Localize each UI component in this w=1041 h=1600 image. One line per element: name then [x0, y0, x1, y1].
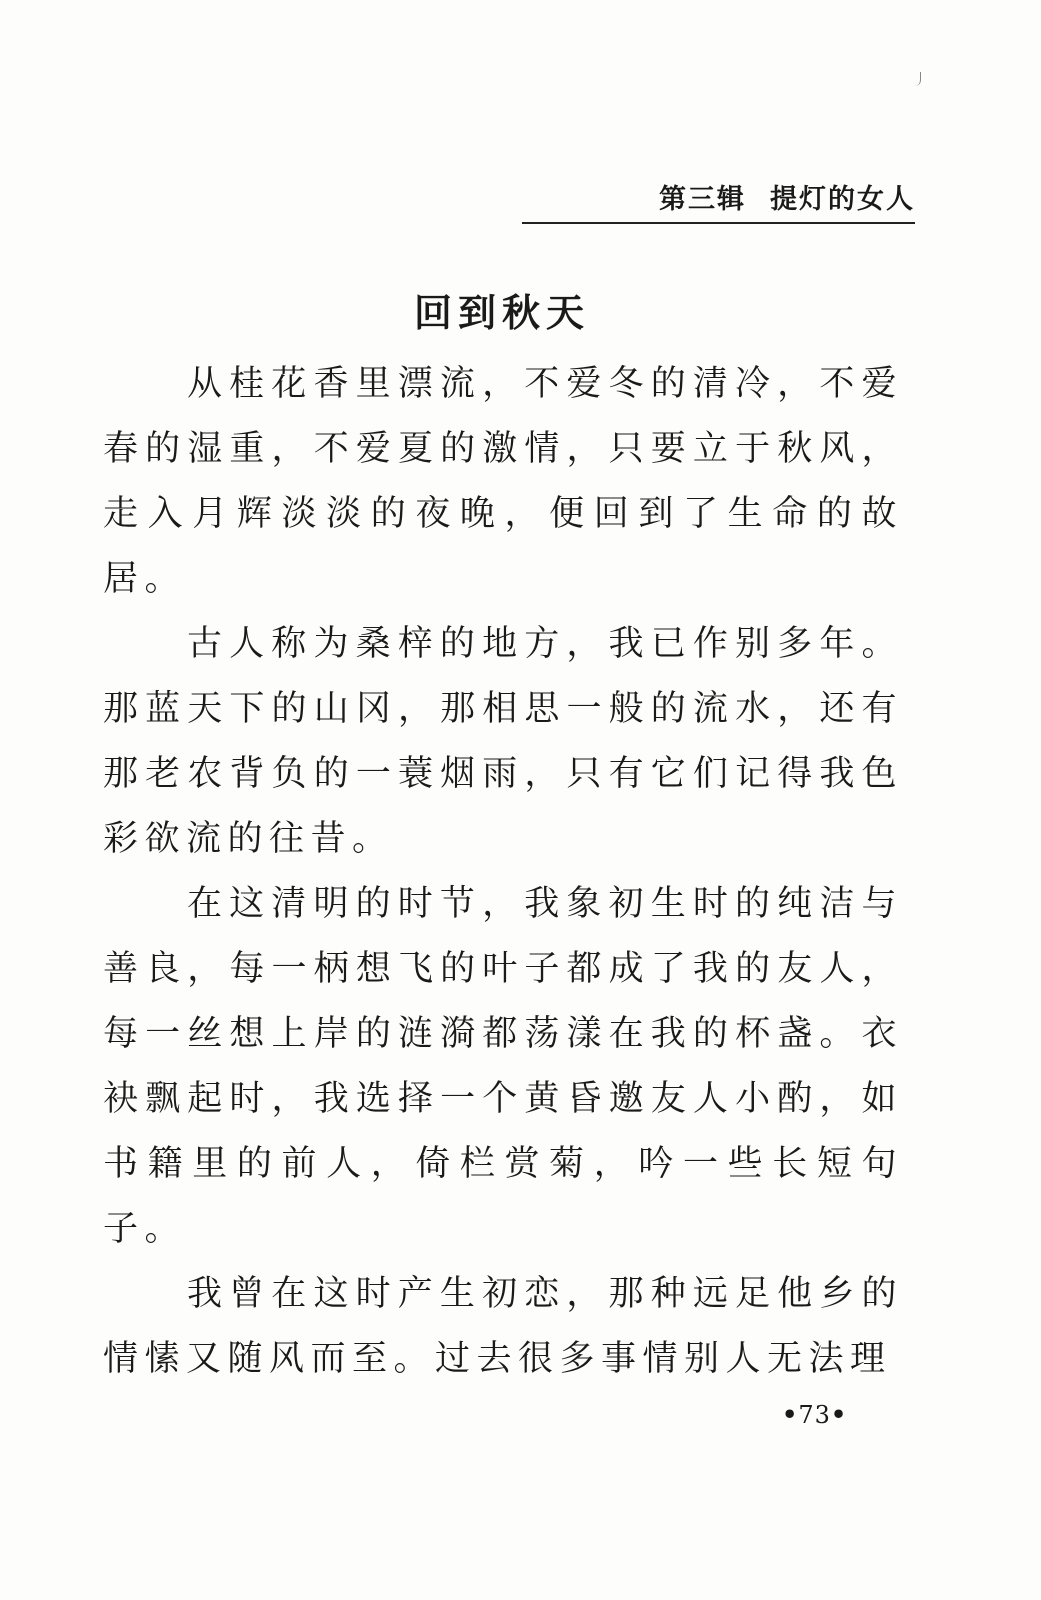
page-number: •73•: [782, 1400, 848, 1429]
paragraph-2: 古人称为桑梓的地方，我已作别多年。那蓝天下的山冈，那相思一般的流水，还有那老农背负的一蓑烟雨，只有它们记得我色彩欲流的往昔。: [103, 624, 903, 859]
running-head: [522, 178, 915, 224]
running-head-chapter: 提灯的女人: [770, 184, 915, 215]
paragraph-3: 在这清明的时节，我象初生时的纯洁与善良，每一柄想飞的叶子都成了我的友人，每一丝想上岸的涟漪都荡漾在我的杯盏。衣袂飘起时，我选择一个黄昏邀友人小酌，如书籍里的前人，倚栏赏菊，吟一些长短句子。: [103, 884, 903, 1249]
paragraph-4: 我曾在这时产生初恋，那种远足他乡的情愫又随风而至。过去很多事情别人无法理: [103, 1274, 903, 1379]
article-body: [103, 352, 903, 1392]
page-number-value: 73: [798, 1401, 831, 1429]
article-title: 回到秋天: [413, 290, 590, 335]
running-head-section: 第三辑: [659, 184, 746, 215]
scan-mark: [912, 72, 921, 86]
paragraph-1: 从桂花香里漂流，不爱冬的清冷，不爱春的湿重，不爱夏的激情，只要立于秋风，走入月辉淡淡的夜晚，便回到了生命的故居。: [103, 364, 903, 599]
